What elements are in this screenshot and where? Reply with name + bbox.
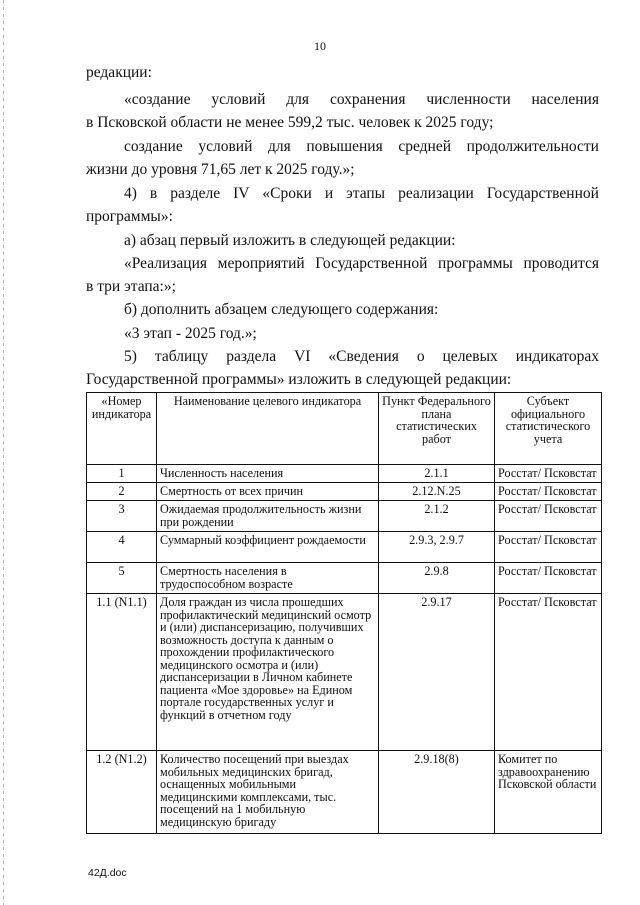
text-line-6 [124,184,599,203]
word: средней [398,138,451,155]
row-number: 1.1 (N1.1) [87,594,157,751]
word: населения [531,91,599,108]
word: индикаторах [515,348,599,365]
text-line-1: редакции: [86,64,152,81]
word: целевых [442,348,498,365]
word: сохранения [329,91,406,108]
word: 5) [124,348,137,365]
row-indicator-name: Суммарный коэффициент рождаемости [157,532,379,563]
word: VI [294,348,311,365]
word: повышения [306,138,383,155]
table-header-row [87,393,602,465]
row-number: 1.2 (N1.2) [87,751,157,834]
text-line-4 [124,137,599,156]
row-plan-point: 2.1.1 [379,465,495,483]
word: продолжительности [466,138,599,155]
word: «Сведения [328,348,399,365]
word: «создание [124,91,191,108]
word: Государственной [486,185,599,202]
word: о [416,348,425,365]
header-name: Наименование целевого индикатора [157,393,379,465]
text-line-12: «3 этап - 2025 год.»; [124,325,257,342]
table-row [87,563,602,594]
table-row [87,532,602,563]
row-number: 4 [87,532,157,563]
word: раздела [226,348,277,365]
row-stat-subject: Росстат/ Псковстат [495,483,602,501]
text-line-9 [124,254,599,273]
scan-edge-line [3,0,4,905]
table-row [87,483,602,501]
table-row [87,465,602,483]
word: для [268,138,291,155]
row-indicator-name: Доля граждан из числа прошедших профилактический медицинский осмотр и (или) диспансеризацию, получивших возможность доступа к данным о прохождении профилактического медицинского осмотра и (или) диспансеризации в Личном кабинете пациента «Мое здоровье» на Едином портале государственных услуг и функций в отчетном году [157,594,379,751]
word: условий [211,91,266,108]
row-stat-subject: Росстат/ Псковстат [495,563,602,594]
row-indicator-name: Количество посещений при выездах мобильных медицинских бригад, оснащенных мобильными медицинскими комплексами, тыс. посещений на 1 мобильную медицинскую бригаду [157,751,379,834]
text-line-13 [124,347,599,366]
header-plan-point: Пункт Федерального плана статистических работ [379,393,495,465]
text-line-8: а) абзац первый изложить в следующей редакции: [124,232,456,249]
text-line-3: в Псковской области не менее 599,2 тыс. человек к 2025 году; [86,114,494,131]
word: в [149,185,158,202]
row-number: 5 [87,563,157,594]
word: IV [233,185,250,202]
text-line-2 [124,90,599,109]
row-indicator-name: Ожидаемая продолжительность жизни при рождении [157,501,379,532]
row-indicator-name: Численность населения [157,465,379,483]
row-number: 3 [87,501,157,532]
word: Государственной [315,255,428,272]
header-number: «Номер индикатора [87,393,157,465]
page-number: 10 [314,39,326,53]
word: «Сроки [262,185,312,202]
word: этапы [346,185,386,202]
word: реализации [398,185,474,202]
word: численности [426,91,511,108]
word: 4) [124,185,137,202]
word: условий [198,138,253,155]
row-plan-point: 2.1.2 [379,501,495,532]
word: «Реализация [124,255,208,272]
row-plan-point: 2.9.17 [379,594,495,751]
indicators-table [86,392,602,834]
word: мероприятий [217,255,305,272]
text-line-11: б) дополнить абзацем следующего содержания: [124,301,439,318]
table-row [87,501,602,532]
row-indicator-name: Смертность населения в трудоспособном возрасте [157,563,379,594]
row-number: 2 [87,483,157,501]
table-row [87,594,602,751]
table-row [87,751,602,834]
row-number: 1 [87,465,157,483]
row-stat-subject: Росстат/ Псковстат [495,501,602,532]
text-line-14: Государственной программы» изложить в следующей редакции: [86,371,512,388]
row-indicator-name: Смертность от всех причин [157,483,379,501]
word: таблицу [154,348,209,365]
word: создание [124,138,183,155]
text-line-10: в три этапа:»; [86,278,176,295]
word: разделе [170,185,221,202]
text-line-5: жизни до уровня 71,65 лет к 2025 году.»; [86,161,355,178]
header-subject: Субъект официального статистического учета [495,393,602,465]
row-plan-point: 2.12.N.25 [379,483,495,501]
footer-filename: 42Д.doc [88,867,127,879]
word: проводится [523,255,599,272]
row-stat-subject: Комитет по здравоохранению Псковской области [495,751,602,834]
row-stat-subject: Росстат/ Псковстат [495,594,602,751]
row-plan-point: 2.9.3, 2.9.7 [379,532,495,563]
word: для [286,91,310,108]
row-stat-subject: Росстат/ Псковстат [495,532,602,563]
row-stat-subject: Росстат/ Псковстат [495,465,602,483]
text-line-7: программы»: [86,208,173,225]
word: и [324,185,334,202]
row-plan-point: 2.9.8 [379,563,495,594]
word: программы [438,255,513,272]
row-plan-point: 2.9.18(8) [379,751,495,834]
